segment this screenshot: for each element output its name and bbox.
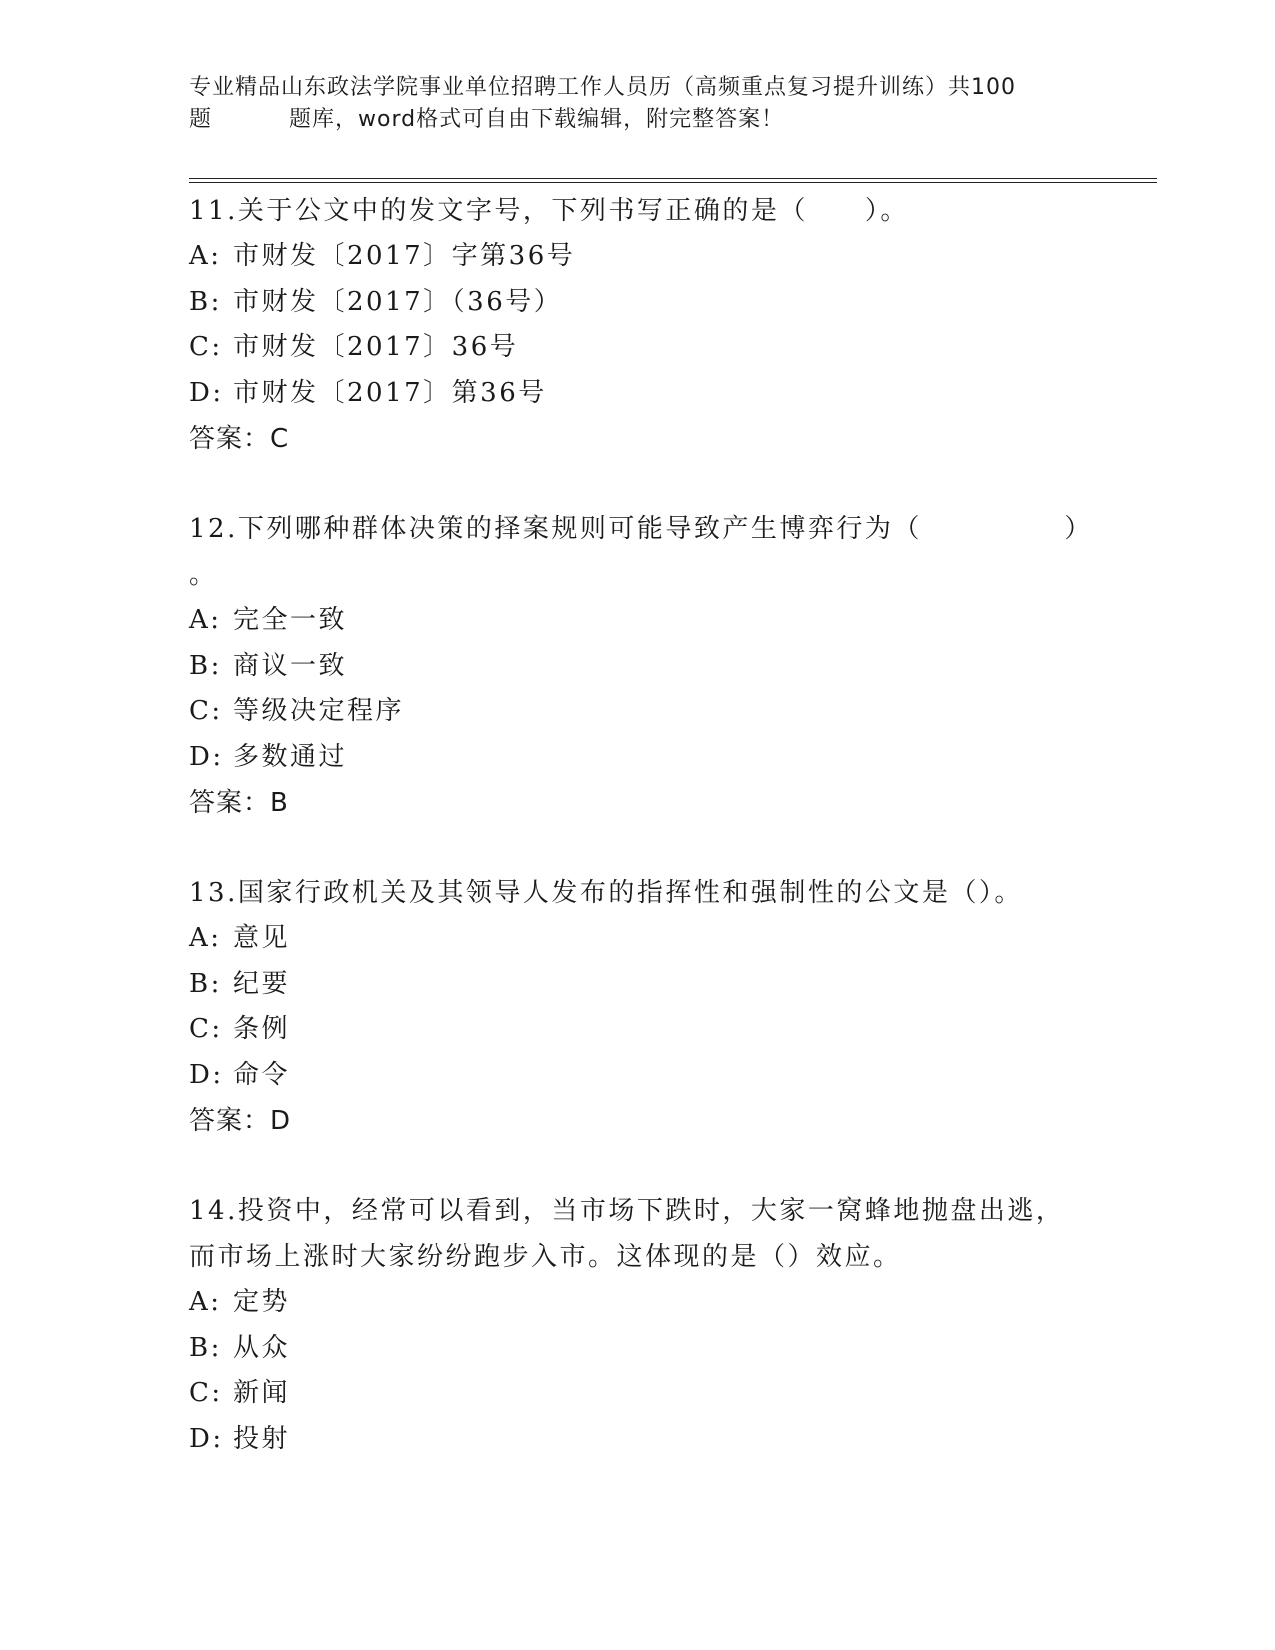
option-b (189, 644, 1089, 690)
option-b (189, 962, 1089, 1008)
option-text: 纪要 (233, 968, 291, 999)
header-title-line-1: 专业精品山东政法学院事业单位招聘工作人员历（高频重点复习提升训练）共100 (189, 75, 1016, 100)
option-a (189, 234, 1089, 280)
option-letter: A: (189, 241, 222, 271)
option-d (189, 1417, 1089, 1463)
option-text: 投射 (233, 1423, 291, 1454)
option-text: 命令 (233, 1059, 291, 1090)
option-letter: A: (189, 605, 222, 635)
option-c (189, 325, 1089, 371)
question-12 (189, 506, 1093, 826)
option-letter: A: (189, 923, 222, 953)
option-text: 市财发〔2017〕（36号） (233, 286, 563, 317)
option-text: 市财发〔2017〕36号 (233, 332, 519, 362)
question-text-continued: 。 (189, 560, 218, 590)
option-letter: C: (189, 696, 223, 726)
option-letter: B: (189, 1332, 222, 1363)
header-divider-bottom (189, 182, 1157, 183)
option-c (189, 689, 1089, 735)
option-c (189, 1371, 1089, 1417)
option-letter: D: (189, 1423, 224, 1454)
option-text: 意见 (233, 923, 291, 953)
option-text: 市财发〔2017〕字第36号 (233, 241, 576, 271)
option-d (189, 1053, 1089, 1099)
option-text: 条例 (233, 1014, 291, 1044)
document-header (189, 72, 1089, 136)
option-letter: C: (189, 1014, 223, 1044)
option-letter: A: (189, 1287, 222, 1317)
header-line-2-prefix: 题 (189, 107, 213, 132)
option-a (189, 598, 1089, 644)
header-line-2-text: 题库，word格式可自由下载编辑，附完整答案！ (289, 107, 785, 132)
option-letter: B: (189, 286, 222, 317)
answer-line: 答案：C (189, 424, 290, 454)
question-text: 12.下列哪种群体决策的择案规则可能导致产生博弈行为（ ） (189, 514, 1093, 544)
question-text: 11.关于公文中的发文字号，下列书写正确的是（ ）。 (189, 196, 909, 226)
option-letter: D: (189, 1059, 224, 1090)
option-letter: D: (189, 377, 224, 408)
option-letter: B: (189, 968, 222, 999)
question-text: 14.投资中，经常可以看到，当市场下跌时，大家一窝蜂地抛盘出逃， (189, 1196, 1065, 1226)
option-b (189, 1326, 1089, 1372)
option-a (189, 916, 1089, 962)
option-d (189, 371, 1089, 417)
option-text: 完全一致 (233, 605, 348, 635)
question-13 (189, 870, 1089, 1144)
question-list (189, 188, 1093, 1462)
option-text: 市财发〔2017〕第36号 (233, 377, 547, 408)
header-title-line-2 (189, 104, 1089, 136)
header-divider-top (189, 178, 1157, 179)
option-text: 商议一致 (233, 650, 348, 681)
option-d (189, 735, 1089, 781)
option-text: 新闻 (233, 1378, 291, 1408)
question-text: 13.国家行政机关及其领导人发布的指挥性和强制性的公文是（）。 (189, 878, 1023, 908)
answer-line: 答案：D (189, 1106, 292, 1136)
option-text: 等级决定程序 (233, 696, 405, 726)
question-14 (189, 1188, 1089, 1462)
option-letter: C: (189, 1378, 223, 1408)
option-text: 定势 (233, 1287, 291, 1317)
option-text: 多数通过 (233, 741, 348, 772)
question-11 (189, 188, 1089, 462)
option-letter: C: (189, 332, 223, 362)
option-a (189, 1280, 1089, 1326)
option-b (189, 280, 1089, 326)
option-c (189, 1007, 1089, 1053)
question-text-continued: 而市场上涨时大家纷纷跑步入市。这体现的是（）效应。 (189, 1242, 902, 1272)
option-letter: D: (189, 741, 224, 772)
option-text: 从众 (233, 1332, 291, 1363)
option-letter: B: (189, 650, 222, 681)
answer-line: 答案：B (189, 788, 289, 818)
